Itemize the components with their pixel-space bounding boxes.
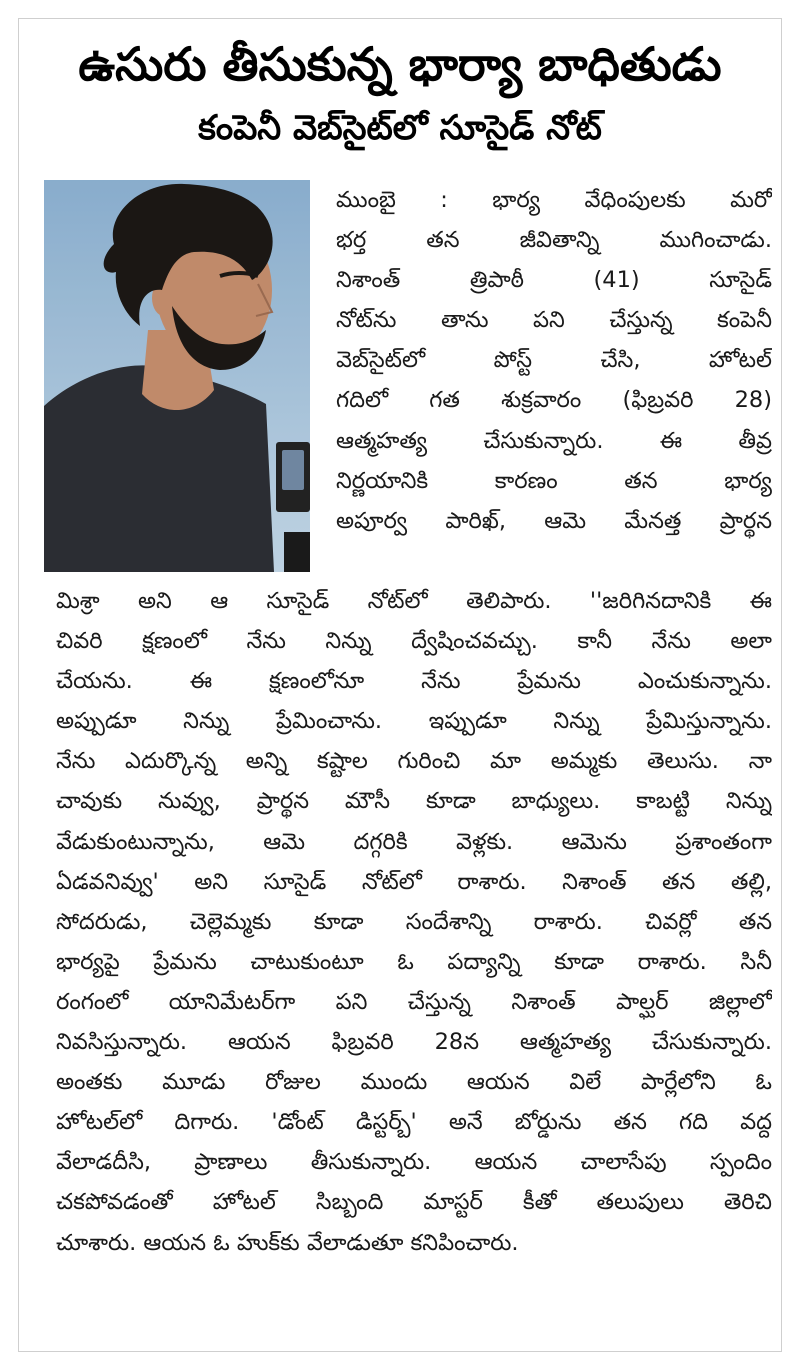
text-line: చావుకు నువ్వు, ప్రార్థన మౌసీ కూడా బాధ్యులు. కాబట్టి నిన్ను [56,788,772,815]
text-line: ఏడవనివ్వు' అని సూసైడ్ నోట్‌లో రాశారు. నిశాంత్ తన తల్లి, [56,868,772,895]
text-line: నేను ఎదుర్కొన్న అన్ని కష్టాల గురించి మా అమ్మకు తెలుసు. నా [56,748,772,775]
portrait-photo-icon [44,180,310,572]
text-line: వేలాడదీసి, ప్రాణాలు తీసుకున్నారు. ఆయన చాలాసేపు స్పందిం [56,1149,772,1176]
portrait-photo [44,180,310,572]
text-line: అప్పుడూ నిన్ను ప్రేమించాను. ఇప్పుడూ నిన్ను ప్రేమిస్తున్నాను. [56,708,772,735]
headline: ఉసురు తీసుకున్న భార్యా బాధితుడు [78,37,722,91]
text-line: గదిలో గత శుక్రవారం (ఫిబ్రవరి 28) [336,387,772,414]
text-line: రంగంలో యానిమేటర్‌గా పని చేస్తున్న నిశాంత్ పాల్ఘర్ జిల్లాలో [56,988,772,1015]
text-line: వేడుకుంటున్నాను, ఆమె దగ్గరికి వెళ్లకు. ఆమెను ప్రశాంతంగా [56,828,772,855]
text-line: నిశాంత్ త్రిపాఠీ (41) సూసైడ్ [336,267,772,294]
text-line: అంతకు మూడు రోజుల ముందు ఆయన విలే పార్లేలోని ఓ [56,1069,772,1096]
text-line: సోదరుడు, చెల్లెమ్మకు కూడా సందేశాన్ని రాశారు. చివర్లో తన [56,908,772,935]
text-line: భర్త తన జీవితాన్ని ముగించాడు. [336,227,772,254]
text-line: నోట్‌ను తాను పని చేస్తున్న కంపెనీ [336,307,772,334]
text-line: భార్యపై ప్రేమను చాటుకుంటూ ఓ పద్యాన్ని కూడా రాశారు. సినీ [56,948,772,975]
text-line: ముంబై : భార్య వేధింపులకు మరో [336,187,772,213]
text-line: హోటల్‌లో దిగారు. 'డోంట్ డిస్టర్బ్' అనే బోర్డును తన గది వద్ద [56,1109,772,1136]
text-line: చూశారు. ఆయన ఓ హుక్‌కు వేలాడుతూ కనిపించారు. [56,1229,519,1256]
text-line: మిశ్రా అని ఆ సూసైడ్ నోట్‌లో తెలిపారు. ''జరిగినదానికి ఈ [56,588,772,614]
text-line: నిర్ణయానికి కారణం తన భార్య [336,467,772,494]
text-line: అపూర్వ పారిఖ్, ఆమె మేనత్త ప్రార్థన [336,507,772,534]
text-line: చకపోవడంతో హోటల్ సిబ్బంది మాస్టర్ కీతో తలుపులు తెరిచి [56,1189,772,1216]
text-line: వెబ్‌సైట్‌లో పోస్ట్ చేసి, హోటల్ [336,347,772,374]
text-line: చేయను. ఈ క్షణంలోనూ నేను ప్రేమను ఎంచుకున్నాను. [56,668,772,695]
article-body [56,581,772,1263]
text-line: ఆత్మహత్య చేసుకున్నారు. ఈ తీవ్ర [336,427,772,454]
subheadline: కంపెనీ వెబ్‌సైట్‌లో సూసైడ్ నోట్ [198,108,602,148]
text-line: చివరి క్షణంలో నేను నిన్ను ద్వేషించవచ్చు. కానీ నేను అలా [56,628,772,655]
text-line: నివసిస్తున్నారు. ఆయన ఫిబ్రవరి 28న ఆత్మహత్య చేసుకున్నారు. [56,1029,772,1056]
article-intro-column [336,180,772,541]
